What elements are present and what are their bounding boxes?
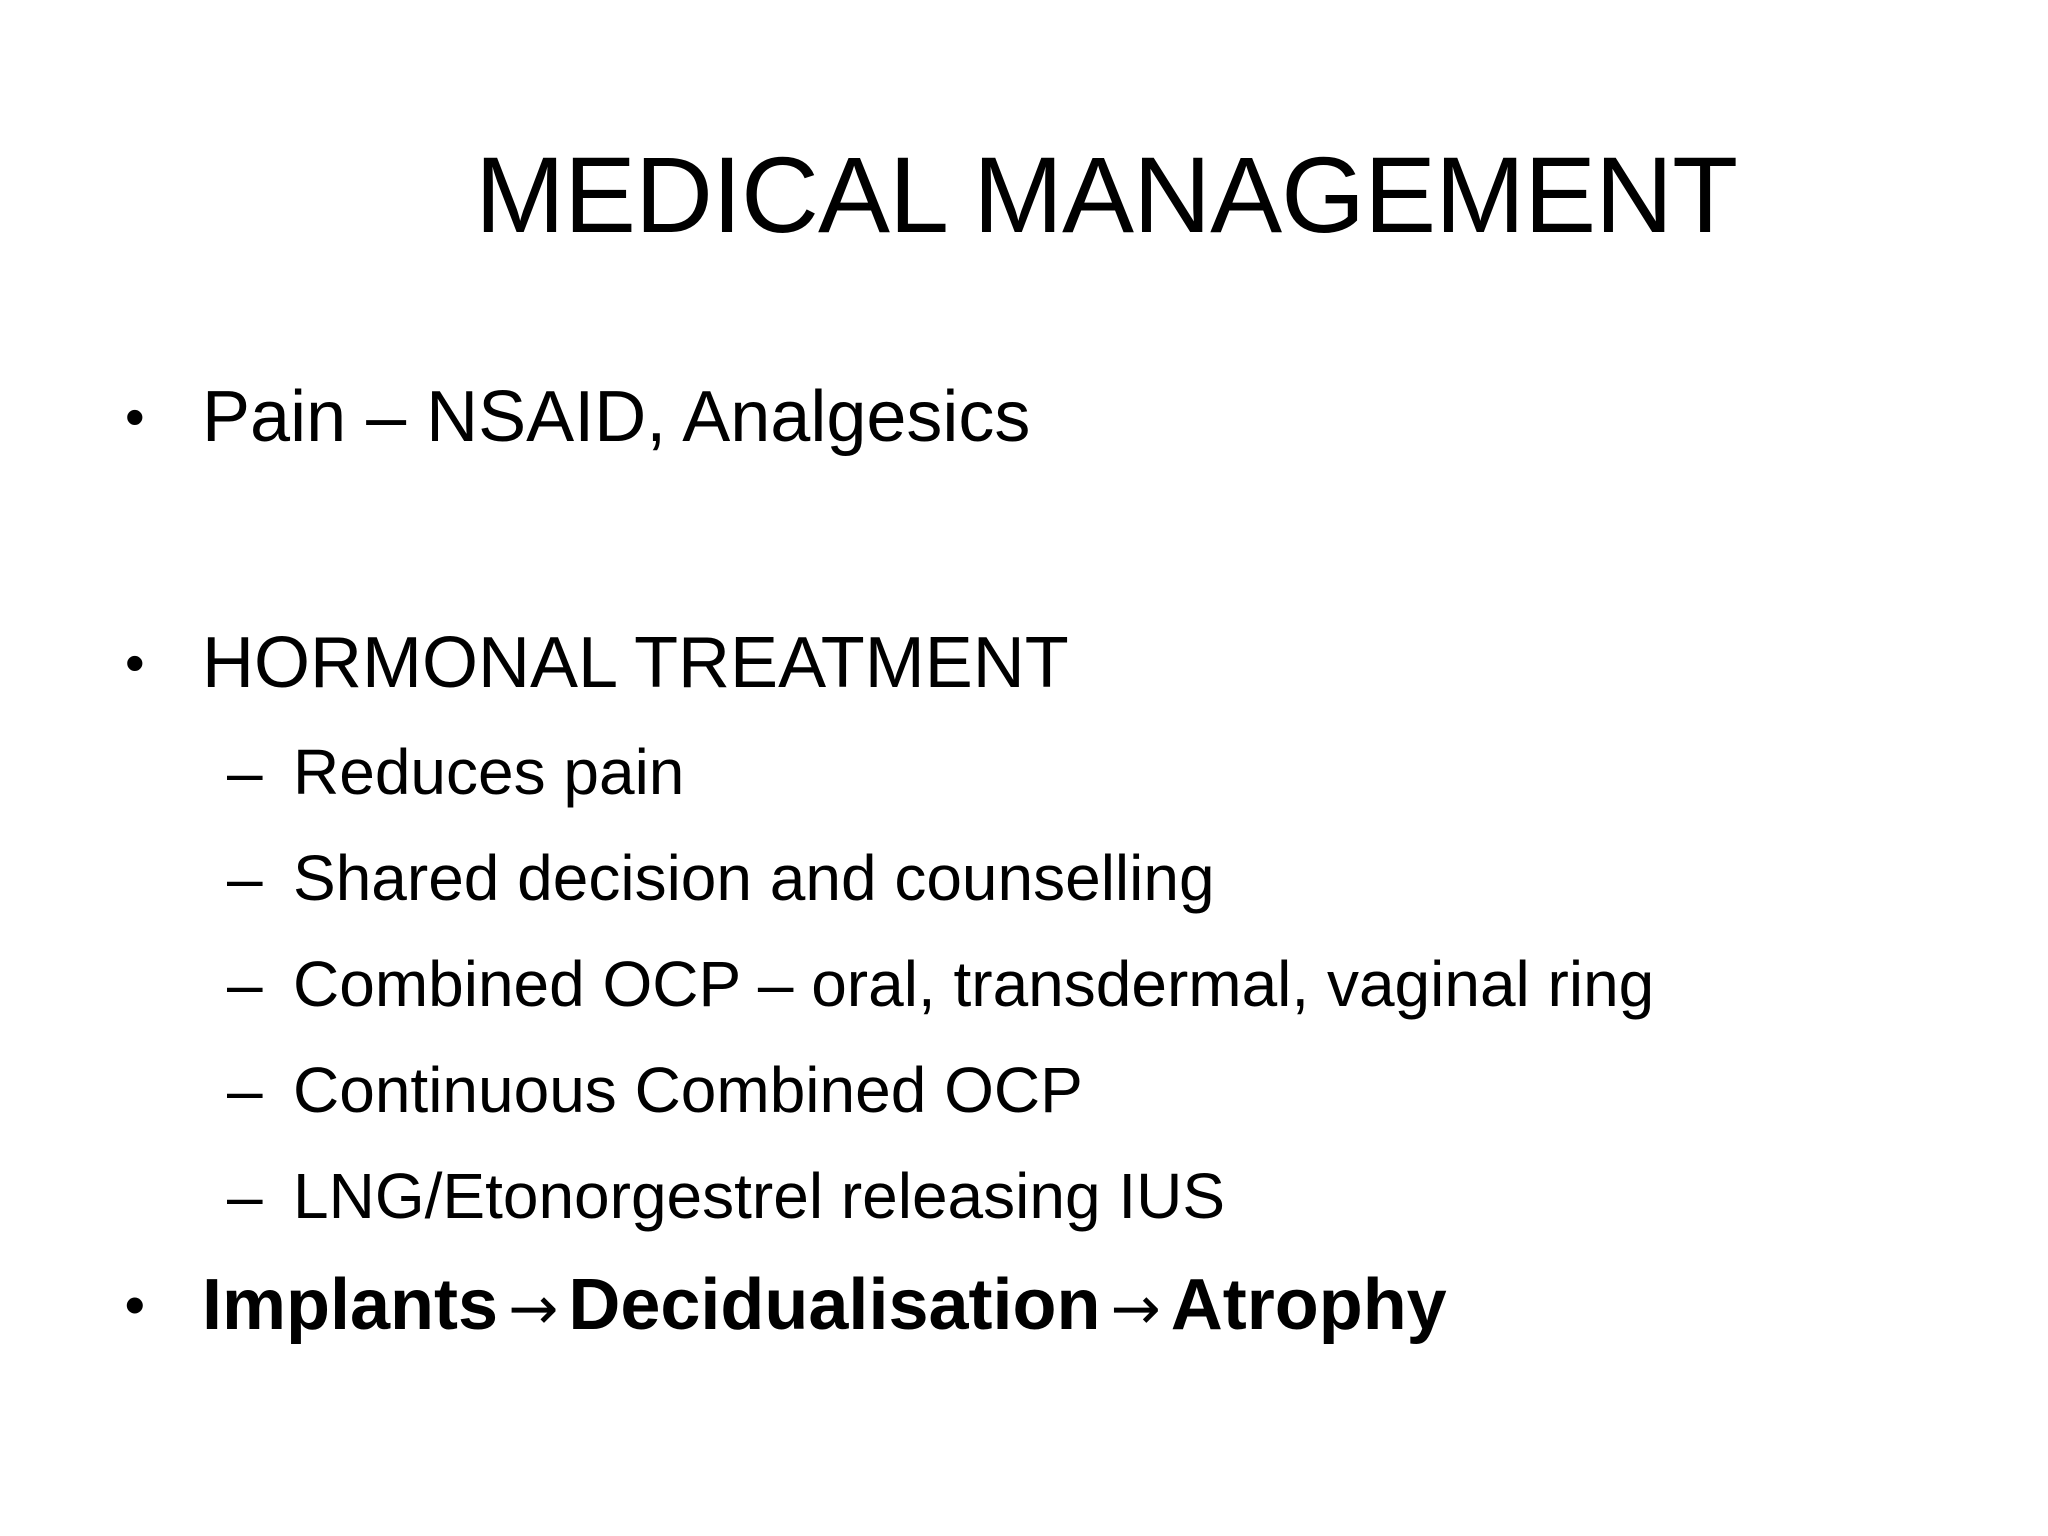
bullet-text: HORMONAL TREATMENT [202, 623, 1069, 703]
sub-marker: – [227, 736, 263, 808]
sub-text: Continuous Combined OCP [293, 1054, 1083, 1126]
bullet-marker: • [125, 631, 145, 694]
sub-marker: – [227, 842, 263, 914]
bullet-text-implants [202, 1260, 1447, 1354]
sub-marker: – [227, 1054, 263, 1126]
sub-marker: – [227, 948, 263, 1020]
decidualisation-label: Decidualisation [568, 1265, 1101, 1345]
sub-text: Combined OCP – oral, transdermal, vaginal ring [293, 948, 1655, 1020]
atrophy-label: Atrophy [1170, 1265, 1447, 1345]
bullet-marker: • [125, 1273, 145, 1336]
implants-label: Implants [202, 1265, 499, 1345]
slide-title: MEDICAL MANAGEMENT [475, 134, 1738, 255]
bullet-marker: • [125, 385, 145, 448]
bullet-text: Pain – NSAID, Analgesics [202, 377, 1031, 457]
sub-text: Reduces pain [293, 736, 685, 808]
sub-text: LNG/Etonorgestrel releasing IUS [293, 1160, 1225, 1232]
right-arrow-icon: → [1110, 1274, 1161, 1344]
sub-text: Shared decision and counselling [293, 842, 1215, 914]
sub-marker: – [227, 1160, 263, 1232]
right-arrow-icon: → [508, 1274, 559, 1344]
